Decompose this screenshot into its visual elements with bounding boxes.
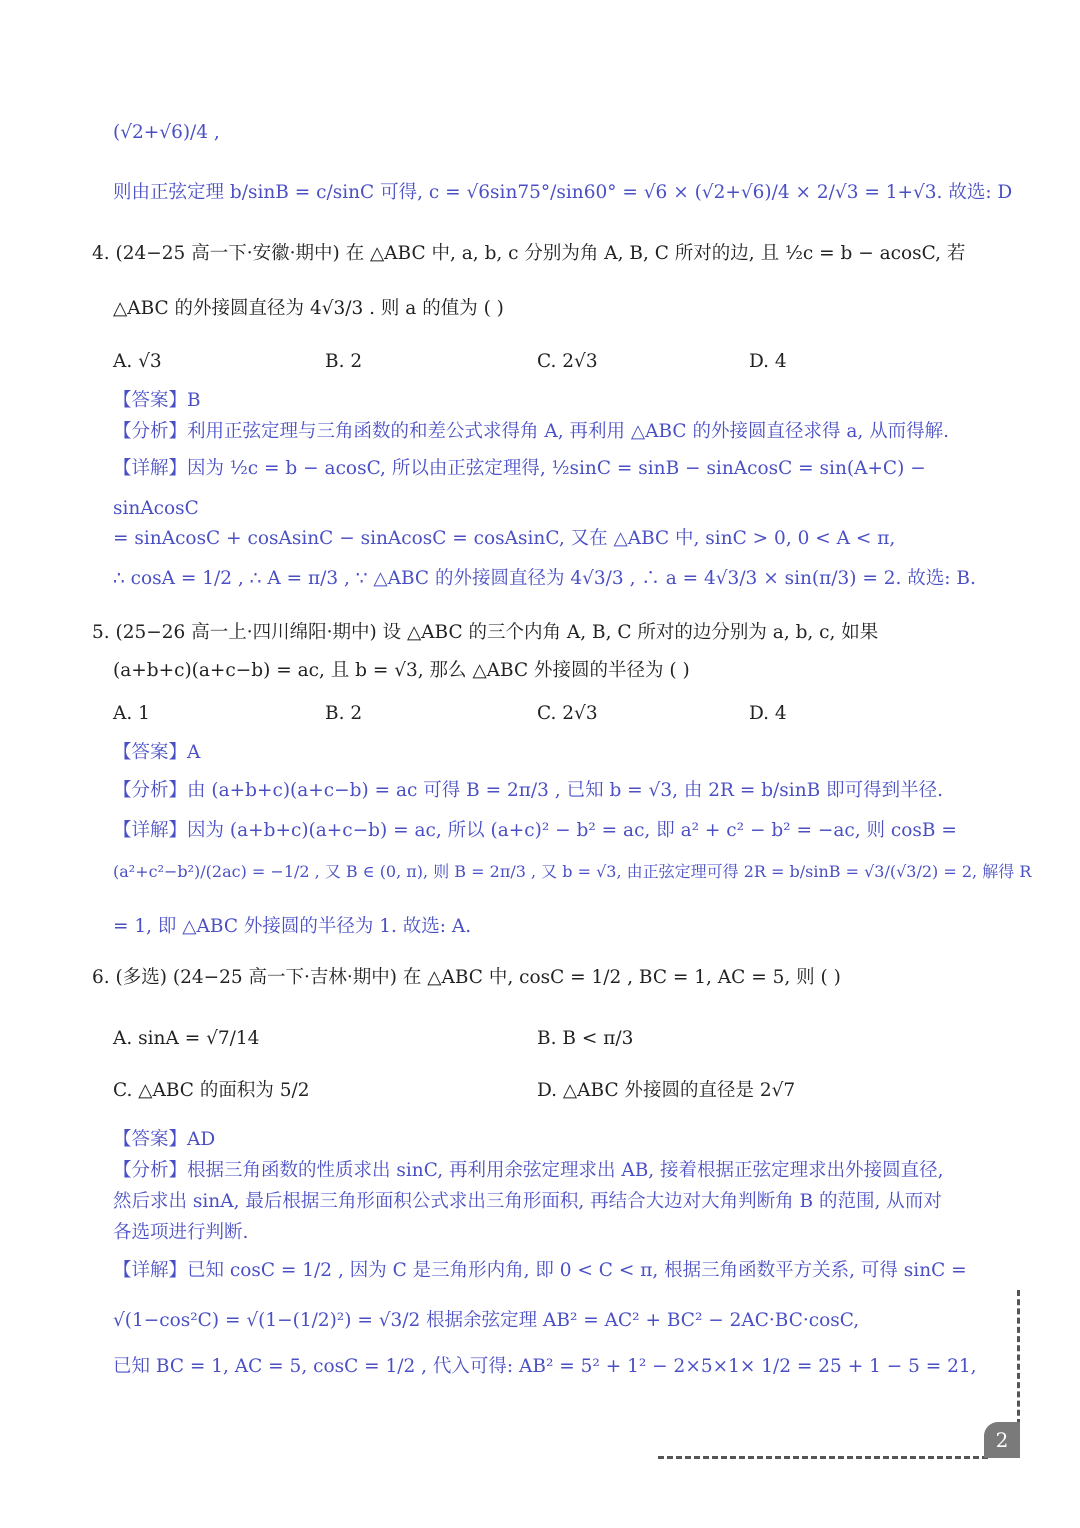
q4-option-b: B. 2: [325, 351, 363, 372]
q5-option-c: C. 2√3: [537, 703, 598, 724]
q4-detail-line-1: 【详解】因为 ½c = b − acosC, 所以由正弦定理得, ½sinC = sinB − sinAcosC = sin(A+C) −: [113, 458, 926, 479]
q6-answer: 【答案】AD: [113, 1129, 216, 1150]
q5-stem-line-2: (a+b+c)(a+c−b) = ac, 且 b = √3, 那么 △ABC 外接圆的半径为 ( ): [113, 660, 690, 681]
q4-option-d: D. 4: [749, 351, 787, 372]
q6-detail-line-1: 【详解】已知 cosC = 1/2 , 因为 C 是三角形内角, 即 0 < C < π, 根据三角函数平方关系, 可得 sinC =: [113, 1260, 967, 1281]
q6-option-d: D. △ABC 外接圆的直径是 2√7: [537, 1080, 796, 1101]
page-corner-dashed-horizontal: [658, 1456, 988, 1459]
q4-stem-line-2: △ABC 的外接圆直径为 4√3/3 . 则 a 的值为 ( ): [113, 298, 504, 319]
q4-detail-line-3: = sinAcosC + cosAsinC − sinAcosC = cosAsinC, 又在 △ABC 中, sinC > 0, 0 < A < π,: [113, 528, 896, 549]
q6-option-c: C. △ABC 的面积为 5/2: [113, 1080, 310, 1101]
continuation-line-1: (√2+√6)/4 ,: [113, 122, 220, 143]
q6-detail-line-3: 已知 BC = 1, AC = 5, cosC = 1/2 , 代入可得: AB² = 5² + 1² − 2×5×1× 1/2 = 25 + 1 − 5 = 21,: [113, 1356, 977, 1377]
q4-detail-line-2: sinAcosC: [113, 498, 199, 519]
q6-analysis-line-3: 各选项进行判断.: [113, 1222, 249, 1243]
q4-stem-line-1: 4. (24−25 高一下·安徽·期中) 在 △ABC 中, a, b, c 分别为角 A, B, C 所对的边, 且 ½c = b − acosC, 若: [92, 243, 966, 264]
q4-analysis: 【分析】利用正弦定理与三角函数的和差公式求得角 A, 再利用 △ABC 的外接圆直径求得 a, 从而得解.: [113, 421, 949, 442]
q5-option-d: D. 4: [749, 703, 787, 724]
q6-stem: 6. (多选) (24−25 高一下·吉林·期中) 在 △ABC 中, cosC = 1/2 , BC = 1, AC = 5, 则 ( ): [92, 967, 841, 988]
page-number: 2: [984, 1422, 1020, 1458]
q5-stem-line-1: 5. (25−26 高一上·四川绵阳·期中) 设 △ABC 的三个内角 A, B, C 所对的边分别为 a, b, c, 如果: [92, 622, 879, 643]
q6-option-a: A. sinA = √7/14: [113, 1028, 260, 1049]
page-corner-dashed-vertical: [1017, 1290, 1020, 1425]
q6-analysis-line-1: 【分析】根据三角函数的性质求出 sinC, 再利用余弦定理求出 AB, 接着根据正弦定理求出外接圆直径,: [113, 1160, 944, 1181]
q4-detail-line-4: ∴ cosA = 1/2 , ∴ A = π/3 , ∵ △ABC 的外接圆直径为 4√3/3 , ∴ a = 4√3/3 × sin(π/3) = 2. 故选: B.: [113, 568, 976, 589]
q5-option-a: A. 1: [113, 703, 150, 724]
q6-option-b: B. B < π/3: [537, 1028, 634, 1049]
q4-option-c: C. 2√3: [537, 351, 598, 372]
q5-detail-line-2: (a²+c²−b²)/(2ac) = −1/2 , 又 B ∈ (0, π), 则 B = 2π/3 , 又 b = √3, 由正弦定理可得 2R = b/sinB = √3/(√3/2) = 2, 解得 R: [113, 862, 1032, 881]
q5-detail-line-3: = 1, 即 △ABC 外接圆的半径为 1. 故选: A.: [113, 916, 472, 937]
q5-option-b: B. 2: [325, 703, 363, 724]
q6-analysis-line-2: 然后求出 sinA, 最后根据三角形面积公式求出三角形面积, 再结合大边对大角判断角 B 的范围, 从而对: [113, 1191, 942, 1212]
q5-answer: 【答案】A: [113, 742, 201, 763]
q4-option-a: A. √3: [113, 351, 162, 372]
q5-detail-line-1: 【详解】因为 (a+b+c)(a+c−b) = ac, 所以 (a+c)² − b² = ac, 即 a² + c² − b² = −ac, 则 cosB =: [113, 820, 957, 841]
q6-detail-line-2: √(1−cos²C) = √(1−(1/2)²) = √3/2 根据余弦定理 AB² = AC² + BC² − 2AC·BC·cosC,: [113, 1310, 860, 1331]
continuation-line-2: 则由正弦定理 b/sinB = c/sinC 可得, c = √6sin75°/sin60° = √6 × (√2+√6)/4 × 2/√3 = 1+√3. 故选: D: [113, 182, 1013, 203]
q5-analysis: 【分析】由 (a+b+c)(a+c−b) = ac 可得 B = 2π/3 , 已知 b = √3, 由 2R = b/sinB 即可得到半径.: [113, 780, 943, 801]
q4-answer: 【答案】B: [113, 390, 201, 411]
